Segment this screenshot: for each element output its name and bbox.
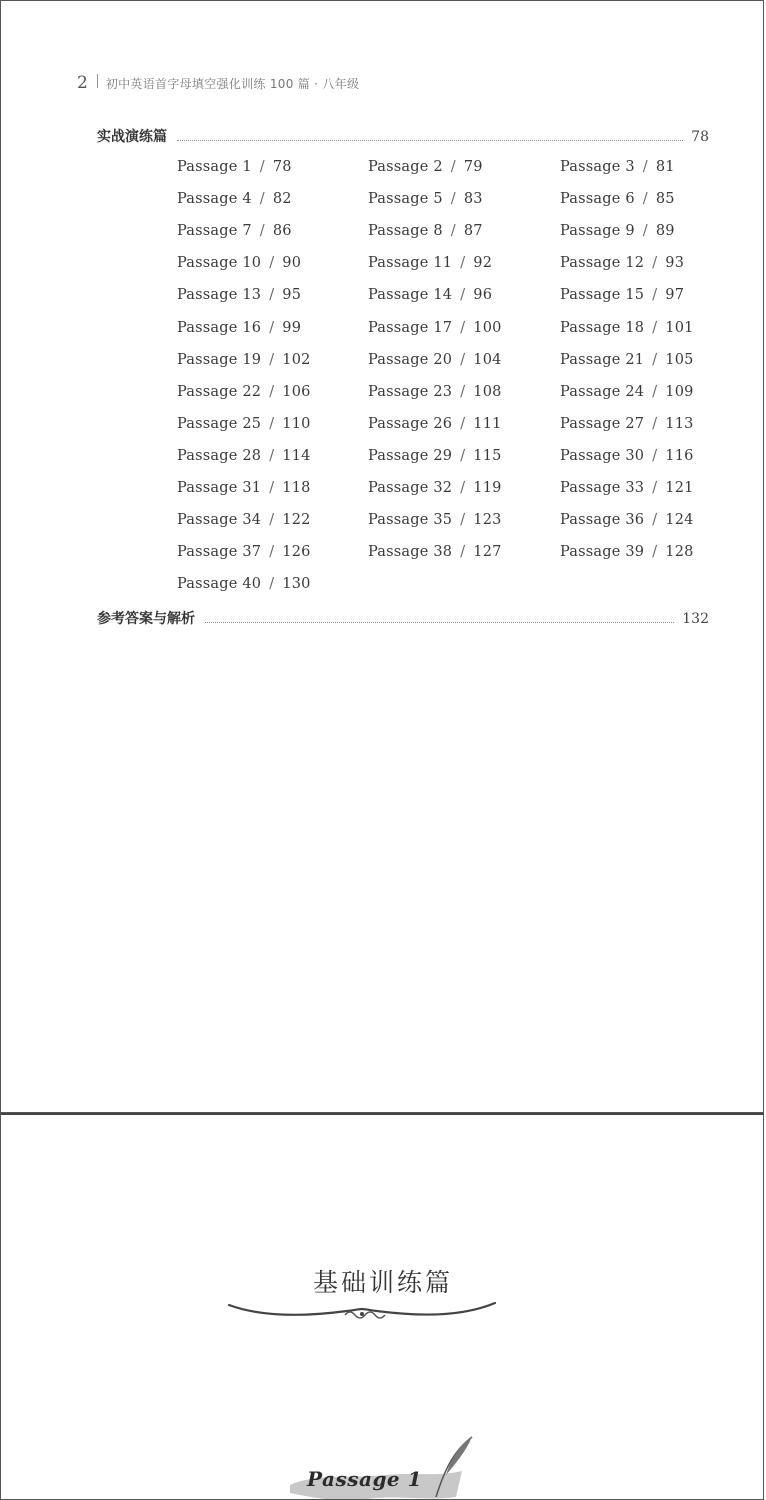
separator: / xyxy=(269,512,275,529)
toc-entry-passage-15[interactable] xyxy=(560,279,717,311)
passage-page: 95 xyxy=(282,287,302,304)
toc-entry-passage-31[interactable] xyxy=(177,472,368,504)
toc-entry-passage-1[interactable] xyxy=(177,151,368,183)
toc-entry-passage-33[interactable] xyxy=(560,472,717,504)
separator: / xyxy=(652,512,658,529)
passage-name: Passage 12 xyxy=(560,255,645,272)
passage-name: Passage 26 xyxy=(368,415,453,432)
separator: / xyxy=(269,415,275,432)
passage-name: Passage 10 xyxy=(177,255,262,272)
passage-page: 87 xyxy=(463,223,483,240)
separator: / xyxy=(460,415,466,432)
separator: / xyxy=(460,319,466,336)
passage-name: Passage 18 xyxy=(560,319,645,336)
separator: / xyxy=(269,544,275,561)
toc-entry-passage-38[interactable] xyxy=(368,536,560,568)
separator: / xyxy=(460,383,466,400)
separator: / xyxy=(652,287,658,304)
chapter-opening-page xyxy=(0,1113,764,1500)
passage-page: 118 xyxy=(282,479,311,496)
toc-entry-passage-10[interactable] xyxy=(177,247,368,279)
toc-section-practice[interactable] xyxy=(97,126,709,146)
passage-name: Passage 38 xyxy=(368,544,453,561)
passage-page: 121 xyxy=(665,479,694,496)
passage-page: 79 xyxy=(463,159,483,176)
passage-name: Passage 23 xyxy=(368,383,453,400)
passage-name: Passage 35 xyxy=(368,512,453,529)
separator: / xyxy=(652,319,658,336)
passage-name: Passage 17 xyxy=(368,319,453,336)
separator: / xyxy=(460,512,466,529)
passage-page: 111 xyxy=(473,415,502,432)
passage-page: 81 xyxy=(655,159,675,176)
passage-page: 110 xyxy=(282,415,311,432)
passage-name: Passage 37 xyxy=(177,544,262,561)
passage-page: 113 xyxy=(665,415,694,432)
toc-entry-passage-36[interactable] xyxy=(560,504,717,536)
passage-page: 99 xyxy=(282,319,302,336)
passage-name: Passage 2 xyxy=(368,159,443,176)
toc-entry-passage-35[interactable] xyxy=(368,504,560,536)
passage-page: 123 xyxy=(473,512,502,529)
separator: / xyxy=(652,447,658,464)
passage-page: 89 xyxy=(655,223,675,240)
book-title: 初中英语首字母填空强化训练 100 篇 · 八年级 xyxy=(105,77,360,91)
page-number: 2 xyxy=(77,73,88,93)
passage-name: Passage 20 xyxy=(368,351,453,368)
separator: / xyxy=(259,191,265,208)
separator: / xyxy=(642,223,648,240)
passage-name: Passage 11 xyxy=(368,255,453,272)
toc-entry-passage-40[interactable] xyxy=(177,568,368,600)
separator: / xyxy=(652,479,658,496)
passage-name: Passage 29 xyxy=(368,447,453,464)
passage-name: Passage 5 xyxy=(368,191,443,208)
passage-page: 97 xyxy=(665,287,685,304)
passage-name: Passage 34 xyxy=(177,512,262,529)
passage-name: Passage 7 xyxy=(177,223,252,240)
separator: / xyxy=(269,255,275,272)
passage-page: 122 xyxy=(282,512,311,529)
toc-entry-passage-4[interactable] xyxy=(177,183,368,215)
separator: / xyxy=(460,255,466,272)
passage-name: Passage 6 xyxy=(560,191,635,208)
passage-page: 114 xyxy=(282,447,311,464)
separator: / xyxy=(269,447,275,464)
passage-name: Passage 40 xyxy=(177,576,262,593)
separator: / xyxy=(450,159,456,176)
passage-title: Passage 1 xyxy=(307,1467,423,1491)
separator: / xyxy=(269,383,275,400)
passage-page: 82 xyxy=(272,191,292,208)
section-page: 132 xyxy=(682,611,709,627)
passage-page: 124 xyxy=(665,512,694,529)
passage-page: 83 xyxy=(463,191,483,208)
separator: / xyxy=(269,479,275,496)
toc-entry-passage-8[interactable] xyxy=(368,215,560,247)
passage-page: 127 xyxy=(473,544,502,561)
toc-entry-passage-6[interactable] xyxy=(560,183,717,215)
passage-page: 86 xyxy=(272,223,292,240)
passage-page: 109 xyxy=(665,383,694,400)
passage-name: Passage 19 xyxy=(177,351,262,368)
separator: / xyxy=(652,544,658,561)
toc-entry-passage-26[interactable] xyxy=(368,408,560,440)
toc-entry-passage-2[interactable] xyxy=(368,151,560,183)
toc-entry-passage-21[interactable] xyxy=(560,344,717,376)
chapter-title: 基础训练篇 xyxy=(312,1268,453,1297)
passage-page: 100 xyxy=(473,319,502,336)
separator: / xyxy=(269,319,275,336)
toc-entry-passage-11[interactable] xyxy=(368,247,560,279)
toc-entry-passage-25[interactable] xyxy=(177,408,368,440)
passage-name: Passage 21 xyxy=(560,351,645,368)
toc-entry-passage-16[interactable] xyxy=(177,311,368,343)
passage-page: 106 xyxy=(282,383,311,400)
passage-page: 78 xyxy=(272,159,292,176)
toc-entry-passage-20[interactable] xyxy=(368,344,560,376)
passage-page: 93 xyxy=(665,255,685,272)
passage-name: Passage 36 xyxy=(560,512,645,529)
toc-entry-passage-3[interactable] xyxy=(560,151,717,183)
separator: / xyxy=(460,287,466,304)
passage-page: 90 xyxy=(282,255,302,272)
passage-page: 130 xyxy=(282,576,311,593)
toc-entry-passage-7[interactable] xyxy=(177,215,368,247)
passage-name: Passage 25 xyxy=(177,415,262,432)
separator: / xyxy=(460,544,466,561)
separator: / xyxy=(652,351,658,368)
toc-entry-passage-34[interactable] xyxy=(177,504,368,536)
passage-name: Passage 22 xyxy=(177,383,262,400)
separator: / xyxy=(450,223,456,240)
passage-name: Passage 16 xyxy=(177,319,262,336)
toc-entry-passage-23[interactable] xyxy=(368,376,560,408)
toc-entry-passage-28[interactable] xyxy=(177,440,368,472)
separator: / xyxy=(269,287,275,304)
separator: / xyxy=(642,159,648,176)
toc-entry-passage-22[interactable] xyxy=(177,376,368,408)
passage-page: 101 xyxy=(665,319,694,336)
passage-page: 116 xyxy=(665,447,694,464)
separator: / xyxy=(642,191,648,208)
toc-entry-passage-5[interactable] xyxy=(368,183,560,215)
separator: / xyxy=(259,223,265,240)
passage-page: 105 xyxy=(665,351,694,368)
separator: / xyxy=(269,351,275,368)
passage-page: 92 xyxy=(473,255,493,272)
toc-entry-passage-14[interactable] xyxy=(368,279,560,311)
passage-name: Passage 32 xyxy=(368,479,453,496)
toc-entry-passage-29[interactable] xyxy=(368,440,560,472)
passage-name: Passage 31 xyxy=(177,479,262,496)
toc-entry-passage-32[interactable] xyxy=(368,472,560,504)
separator: / xyxy=(460,351,466,368)
separator: / xyxy=(652,383,658,400)
toc-entry-passage-24[interactable] xyxy=(560,376,717,408)
passage-name: Passage 3 xyxy=(560,159,635,176)
passage-name: Passage 4 xyxy=(177,191,252,208)
separator: / xyxy=(652,415,658,432)
passage-page: 108 xyxy=(473,383,502,400)
separator: / xyxy=(652,255,658,272)
toc-entry-passage-13[interactable] xyxy=(177,279,368,311)
separator: / xyxy=(269,576,275,593)
header-divider xyxy=(97,74,98,88)
toc-entry-passage-37[interactable] xyxy=(177,536,368,568)
toc-entry-passage-9[interactable] xyxy=(560,215,717,247)
dot-leader xyxy=(205,621,674,623)
passage-name: Passage 15 xyxy=(560,287,645,304)
passage-name: Passage 1 xyxy=(177,159,252,176)
passage-name: Passage 24 xyxy=(560,383,645,400)
passage-name: Passage 30 xyxy=(560,447,645,464)
passage-page: 126 xyxy=(282,544,311,561)
passage-page: 115 xyxy=(473,447,502,464)
toc-entry-passage-18[interactable] xyxy=(560,311,717,343)
ornament-flourish xyxy=(227,1297,497,1323)
separator: / xyxy=(460,479,466,496)
separator: / xyxy=(259,159,265,176)
passage-page: 119 xyxy=(473,479,502,496)
toc-entry-passage-17[interactable] xyxy=(368,311,560,343)
passage-name: Passage 27 xyxy=(560,415,645,432)
section-label: 参考答案与解析 xyxy=(97,611,195,627)
toc-entry-passage-19[interactable] xyxy=(177,344,368,376)
dot-leader xyxy=(177,139,683,141)
separator: / xyxy=(460,447,466,464)
passage-name: Passage 28 xyxy=(177,447,262,464)
passage-name: Passage 39 xyxy=(560,544,645,561)
toc-entry-passage-27[interactable] xyxy=(560,408,717,440)
section-label: 实战演练篇 xyxy=(97,129,167,145)
section-page: 78 xyxy=(691,129,709,145)
passage-name: Passage 13 xyxy=(177,287,262,304)
passage-list xyxy=(177,151,717,600)
passage-page: 96 xyxy=(473,287,493,304)
passage-page: 102 xyxy=(282,351,311,368)
toc-entry-passage-39[interactable] xyxy=(560,536,717,568)
toc-entry-passage-30[interactable] xyxy=(560,440,717,472)
toc-entry-passage-12[interactable] xyxy=(560,247,717,279)
passage-name: Passage 33 xyxy=(560,479,645,496)
passage-name: Passage 9 xyxy=(560,223,635,240)
passage-name: Passage 8 xyxy=(368,223,443,240)
passage-page: 104 xyxy=(473,351,502,368)
separator: / xyxy=(450,191,456,208)
passage-page: 128 xyxy=(665,544,694,561)
passage-page: 85 xyxy=(655,191,675,208)
running-header xyxy=(77,73,359,93)
toc-section-answers[interactable] xyxy=(97,608,709,628)
passage-name: Passage 14 xyxy=(368,287,453,304)
